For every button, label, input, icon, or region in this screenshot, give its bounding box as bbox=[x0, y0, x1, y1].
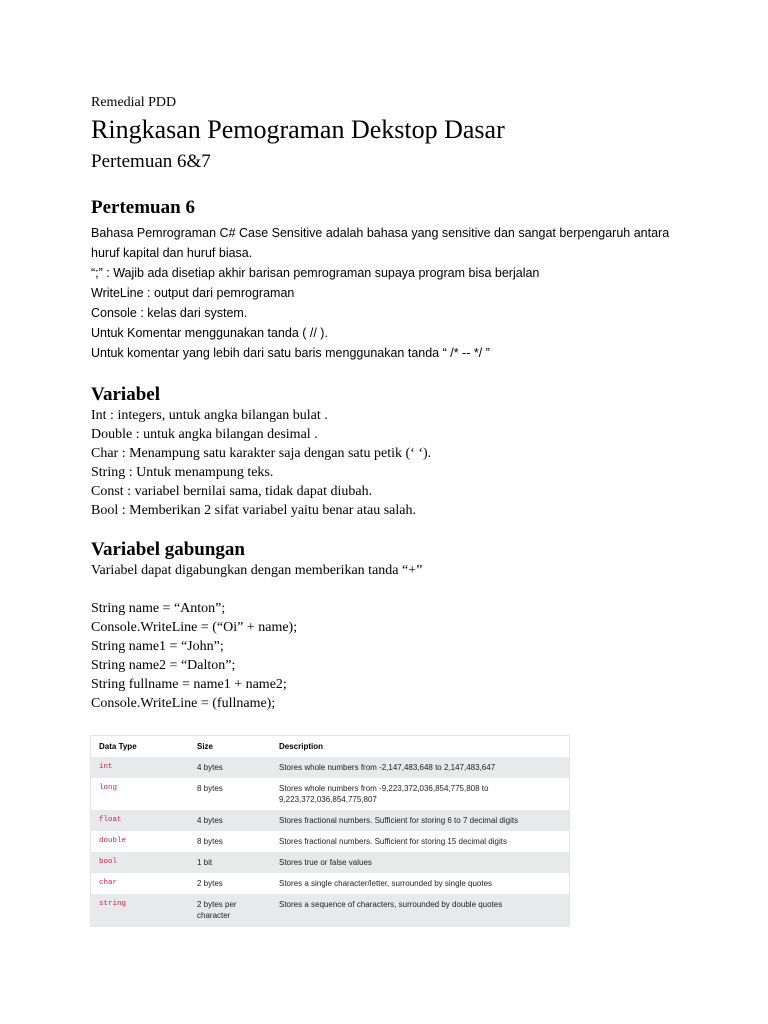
paragraph-line: Untuk Komentar menggunakan tanda ( // ). bbox=[91, 326, 328, 340]
heading-variabel-gabungan: Variabel gabungan bbox=[91, 539, 245, 560]
paragraph-line: Int : integers, untuk angka bilangan bulat . bbox=[91, 408, 328, 423]
paragraph-line: Char : Menampung satu karakter saja dengan satu petik (‘ ‘). bbox=[91, 446, 432, 461]
cell-data-type: char bbox=[91, 873, 190, 894]
table-row bbox=[91, 873, 570, 894]
cell-data-type: int bbox=[91, 757, 190, 778]
code-line: String name1 = “John”; bbox=[91, 639, 224, 654]
table-row bbox=[91, 894, 570, 927]
paragraph-line: huruf kapital dan huruf biasa. bbox=[91, 246, 253, 260]
cell-description: Stores fractional numbers. Sufficient for storing 15 decimal digits bbox=[271, 831, 570, 852]
code-line: Console.WriteLine = (fullname); bbox=[91, 696, 276, 711]
paragraph-line: String : Untuk menampung teks. bbox=[91, 465, 274, 480]
header-data-type: Data Type bbox=[91, 736, 190, 758]
table-row bbox=[91, 831, 570, 852]
cell-description: Stores a sequence of characters, surrounded by double quotes bbox=[271, 894, 570, 927]
cell-description: Stores fractional numbers. Sufficient for storing 6 to 7 decimal digits bbox=[271, 810, 570, 831]
paragraph-line: Untuk komentar yang lebih dari satu baris menggunakan tanda “ /* -- */ ” bbox=[91, 346, 490, 360]
cell-size: 8 bytes bbox=[189, 831, 271, 852]
cell-data-type: float bbox=[91, 810, 190, 831]
gabungan-intro: Variabel dapat digabungkan dengan memberikan tanda “+” bbox=[91, 563, 423, 578]
table-row bbox=[91, 810, 570, 831]
code-line: String name2 = “Dalton”; bbox=[91, 658, 236, 673]
heading-variabel: Variabel bbox=[91, 384, 160, 405]
paragraph-line: “;” : Wajib ada disetiap akhir barisan pemrograman supaya program bisa berjalan bbox=[91, 266, 540, 280]
table-row bbox=[91, 852, 570, 873]
code-line: Console.WriteLine = (“Oi” + name); bbox=[91, 620, 298, 635]
document-meeting: Pertemuan 6&7 bbox=[91, 151, 211, 172]
cell-size: 1 bit bbox=[189, 852, 271, 873]
section-pertemuan-6-body bbox=[91, 223, 691, 363]
cell-size: 4 bytes bbox=[189, 810, 271, 831]
cell-description: Stores whole numbers from -9,223,372,036,854,775,808 to 9,223,372,036,854,775,807 bbox=[271, 778, 570, 810]
header-description: Description bbox=[271, 736, 570, 758]
paragraph-line: Console : kelas dari system. bbox=[91, 306, 248, 320]
cell-size: 2 bytes per character bbox=[189, 894, 271, 927]
section-variabel-body bbox=[91, 406, 691, 520]
cell-data-type: string bbox=[91, 894, 190, 927]
cell-description: Stores a single character/letter, surrounded by single quotes bbox=[271, 873, 570, 894]
table-row bbox=[91, 778, 570, 810]
paragraph-line: Double : untuk angka bilangan desimal . bbox=[91, 427, 318, 442]
table-header-row bbox=[91, 736, 570, 758]
cell-size: 8 bytes bbox=[189, 778, 271, 810]
paragraph-line: Const : variabel bernilai sama, tidak dapat diubah. bbox=[91, 484, 373, 499]
code-line: String fullname = name1 + name2; bbox=[91, 677, 287, 692]
document-title: Ringkasan Pemograman Dekstop Dasar bbox=[91, 115, 505, 144]
heading-pertemuan-6: Pertemuan 6 bbox=[91, 197, 195, 218]
cell-description: Stores whole numbers from -2,147,483,648 to 2,147,483,647 bbox=[271, 757, 570, 778]
cell-size: 2 bytes bbox=[189, 873, 271, 894]
cell-data-type: bool bbox=[91, 852, 190, 873]
document-subtitle: Remedial PDD bbox=[91, 95, 177, 110]
cell-data-type: double bbox=[91, 831, 190, 852]
paragraph-line: WriteLine : output dari pemrograman bbox=[91, 286, 295, 300]
cell-data-type: long bbox=[91, 778, 190, 810]
table-body bbox=[91, 757, 570, 927]
document-page bbox=[91, 95, 691, 713]
data-types-table bbox=[90, 735, 570, 927]
paragraph-line: Bool : Memberikan 2 sifat variabel yaitu benar atau salah. bbox=[91, 503, 417, 518]
cell-size: 4 bytes bbox=[189, 757, 271, 778]
code-example bbox=[91, 599, 691, 713]
table-row bbox=[91, 757, 570, 778]
header-size: Size bbox=[189, 736, 271, 758]
cell-description: Stores true or false values bbox=[271, 852, 570, 873]
paragraph-line: Bahasa Pemrograman C# Case Sensitive adalah bahasa yang sensitive dan sangat berpengaruh antara bbox=[91, 226, 670, 240]
code-line: String name = “Anton”; bbox=[91, 601, 226, 616]
